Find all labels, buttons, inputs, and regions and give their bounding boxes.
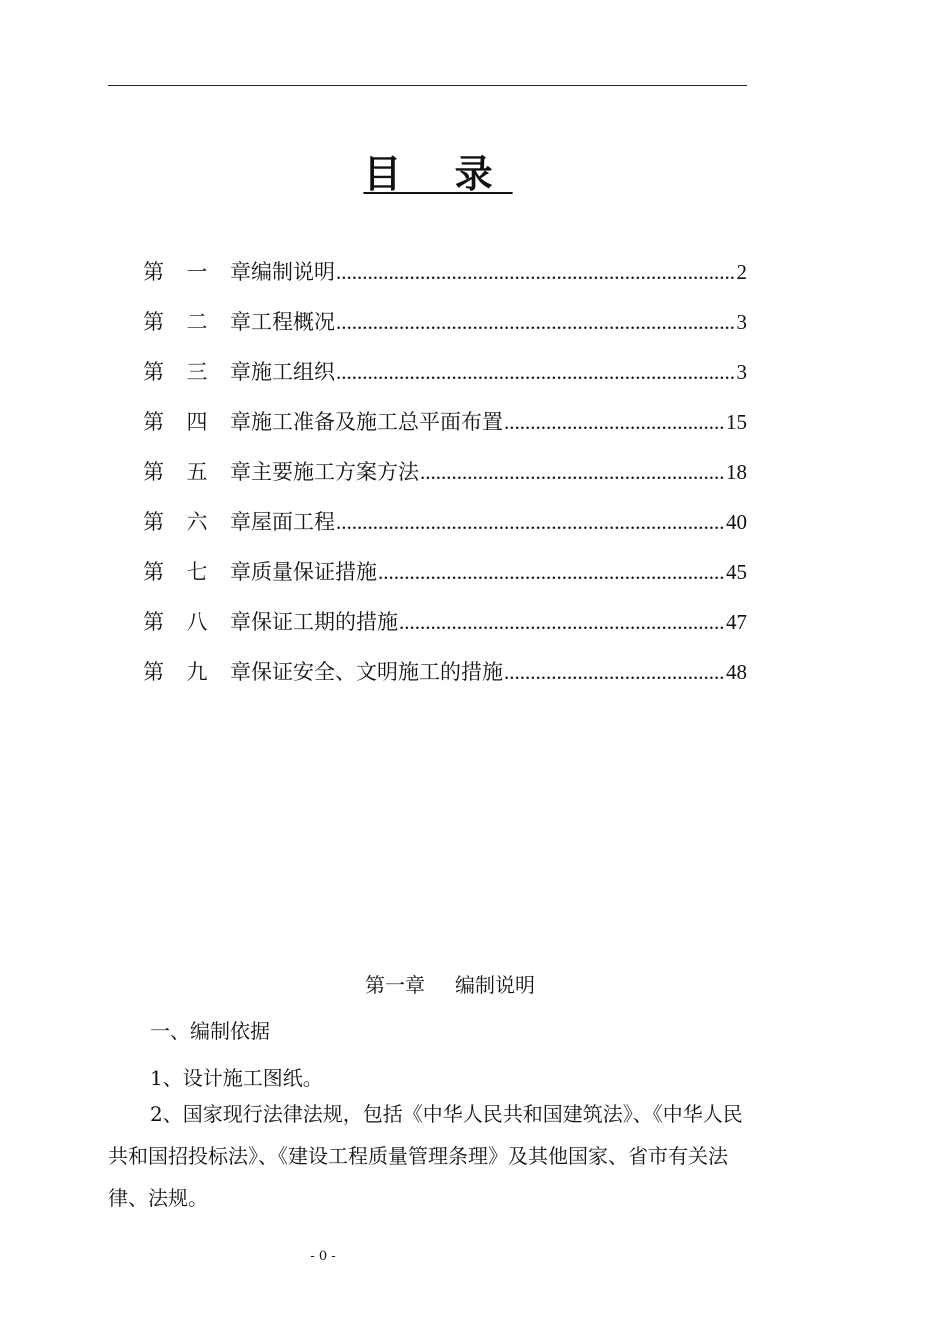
toc-entry-title: 屋面工程 — [251, 510, 335, 534]
toc-title — [0, 150, 856, 198]
toc-chapter-number: 第 七 章 — [143, 560, 251, 584]
toc-page-number: 18 — [726, 460, 747, 484]
toc-leader-dots — [378, 550, 725, 594]
toc-leader-dots — [336, 350, 736, 394]
toc-leader-dots — [336, 250, 736, 294]
toc-page-number: 3 — [736, 310, 747, 334]
toc-leader-dots — [504, 400, 725, 444]
toc-leader-dots — [504, 650, 725, 694]
page-number: - 0 - — [310, 1249, 336, 1264]
toc-entry-title: 施工准备及施工总平面布置 — [251, 410, 503, 434]
toc-list — [143, 250, 747, 700]
toc-page-number: 15 — [726, 410, 747, 434]
toc-entry[interactable] — [143, 350, 747, 400]
toc-entry-title: 编制说明 — [251, 260, 335, 284]
header-rule — [108, 85, 747, 86]
toc-page-number: 40 — [726, 510, 747, 534]
toc-page-number: 45 — [726, 560, 747, 584]
chapter-heading-prefix: 第一章 — [365, 973, 425, 997]
toc-entry[interactable] — [143, 600, 747, 650]
toc-entry[interactable] — [143, 450, 747, 500]
toc-entry-title: 保证安全、文明施工的措施 — [251, 660, 503, 684]
toc-leader-dots — [399, 600, 725, 644]
toc-entry[interactable] — [143, 300, 747, 350]
toc-entry[interactable] — [143, 250, 747, 300]
toc-chapter-number: 第 一 章 — [143, 260, 251, 284]
toc-entry[interactable] — [143, 400, 747, 450]
toc-leader-dots — [336, 500, 725, 544]
section-heading: 一、编制依据 — [150, 1019, 270, 1043]
toc-chapter-number: 第 八 章 — [143, 610, 251, 634]
toc-chapter-number: 第 六 章 — [143, 510, 251, 534]
chapter-heading-title: 编制说明 — [455, 973, 535, 997]
toc-entry[interactable] — [143, 550, 747, 600]
toc-page-number: 47 — [726, 610, 747, 634]
toc-entry-title: 工程概况 — [251, 310, 335, 334]
toc-chapter-number: 第 二 章 — [143, 310, 251, 334]
toc-page-number: 48 — [726, 660, 747, 684]
toc-title-text: 目 录 — [363, 152, 513, 196]
toc-entry-title: 施工组织 — [251, 360, 335, 384]
toc-entry-title: 保证工期的措施 — [251, 610, 398, 634]
toc-entry-title: 主要施工方案方法 — [251, 460, 419, 484]
toc-chapter-number: 第 九 章 — [143, 660, 251, 684]
toc-entry-title: 质量保证措施 — [251, 560, 377, 584]
chapter-heading — [0, 968, 900, 1002]
toc-leader-dots — [336, 300, 736, 344]
toc-entry[interactable] — [143, 650, 747, 700]
toc-leader-dots — [420, 450, 725, 494]
body-paragraph: 2、国家现行法律法规，包括《中华人民共和国建筑法》、《中华人民共和国招投标法》、《建设工程质量管理条理》及其他国家、省市有关法律、法规。 — [108, 1102, 743, 1210]
toc-page-number: 3 — [736, 360, 747, 384]
toc-entry[interactable] — [143, 500, 747, 550]
toc-chapter-number: 第 四 章 — [143, 410, 251, 434]
toc-chapter-number: 第 三 章 — [143, 360, 251, 384]
toc-chapter-number: 第 五 章 — [143, 460, 251, 484]
body-paragraph: 1、设计施工图纸。 — [150, 1066, 323, 1090]
toc-page-number: 2 — [736, 260, 747, 284]
